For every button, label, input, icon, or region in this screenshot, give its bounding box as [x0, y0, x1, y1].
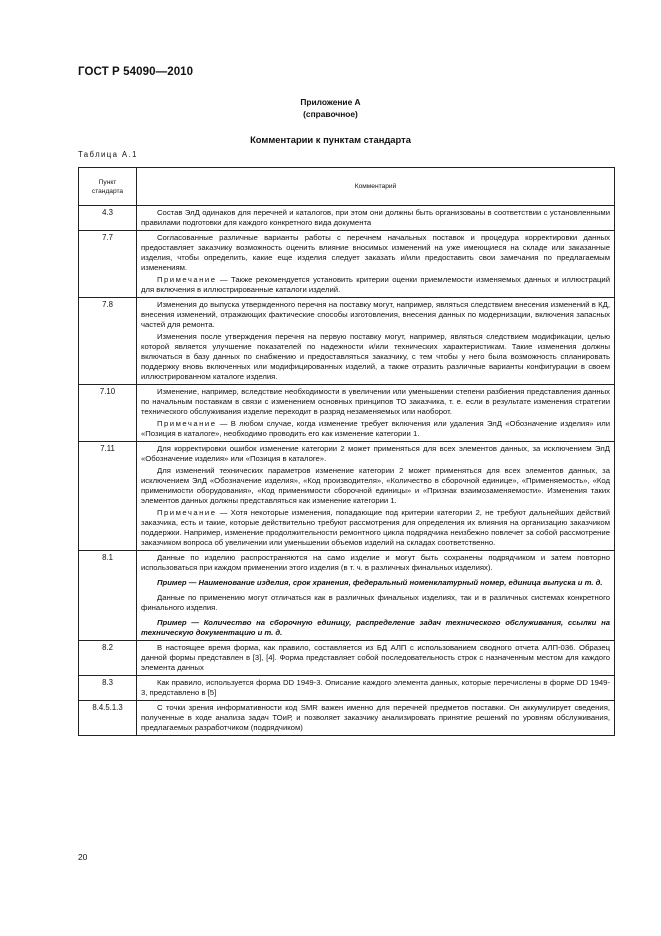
note-paragraph: [141, 419, 610, 439]
comment-paragraph: Данные по применению могут отличаться как в различных финальных изделиях, так и в различных системах конкретного финального изделия.: [141, 593, 610, 612]
clause-cell: 7.10: [79, 385, 137, 442]
clause-cell: 4.3: [79, 206, 137, 231]
comment-paragraph: Состав ЭлД одинаков для перечней и каталогов, при этом они должны быть организованы в соответствии с установленными правилами подготовки для каждого конкретного вида документа: [141, 208, 610, 227]
comment-paragraph: Как правило, используется форма DD 1949-3. Описание каждого элемента данных, которые перечислены в форме DD 1949-3, представлено в [5]: [141, 678, 610, 697]
clause-cell: 8.3: [79, 676, 137, 701]
note-label: Примечание: [157, 275, 217, 284]
clause-cell: 8.4.5.1.3: [79, 701, 137, 736]
comment-cell: [137, 385, 615, 442]
comment-cell: [137, 551, 615, 641]
table-row: [79, 551, 615, 641]
note-text: — Хотя некоторые изменения, попадающие под критерии категории 2, не требуют дальнейших действий заказчика, есть и такие, которые действительно требуют рассмотрения для определения их влияния на организацию заказчиком поддержки. Например, изменение продолжительности ремонтного цикла подрядчика неизбежно повлечет за собой рассмотрение заказчиком вопроса об увеличении или уменьшении объемов изделий на складах соответственно.: [141, 508, 610, 547]
table-row: [79, 385, 615, 442]
table-row: [79, 676, 615, 701]
col-header-clause: Пункт стандарта: [79, 168, 137, 206]
comment-paragraph: Изменения до выпуска утвержденного перечня на поставку могут, например, являться следствием внесения изменений в КД, внесения изменений, отражающих фактические способы изготовления, внесения данных по модернизации, включения запасных частей для ремонта.: [141, 300, 610, 329]
appendix-title: Приложение А: [300, 97, 361, 107]
clause-cell: 7.7: [79, 231, 137, 298]
comment-paragraph: Данные по изделию распространяются на само изделие и могут быть сохранены подрядчиком и затем повторно использоваться при каждом применении этого изделия (в т. ч. в различных финальных изделиях).: [141, 553, 610, 572]
comment-cell: [137, 298, 615, 385]
comment-paragraph: Для изменений технических параметров изменение категории 2 может применяться для всех элементов данных, за исключением ЭлД «Обозначение изделия», «Код производителя», «Количество в сборочной единице», «Применяемость», «Код применимости оборудования», «Код применимости сборочной единицы» и «Признак взаимозаменяемости». Изменения таких элементов данных должны представляться как изменение категории 1.: [141, 466, 610, 505]
comment-paragraph: Изменения после утверждения перечня на первую поставку могут, например, являться следствием модификации, целью которой является улучшение показателей по надежности и/или технических характеристикам. Такие изменения должны включаться в базу данных по снабжению и предоставляться заказчику, с тем чтобы у него была возможность спланировать поддержку вновь включенных или модифицированных изделий, а также отразить различные варианты конфигурации в своем иллюстрированном каталоге изделия.: [141, 332, 610, 381]
clause-cell: 7.11: [79, 442, 137, 551]
comment-paragraph: С точки зрения информативности код SMR важен именно для перечней предметов поставки. Он аккумулирует сведения, полученные в ходе анализа задач ТОиР, и позволяет заказчику анализировать принятие решений по уровням обслуживания, предлагаемых разработчиком (подрядчиком): [141, 703, 610, 732]
note-label: Примечание: [157, 419, 217, 428]
note-text: — В любом случае, когда изменение требует включения или удаления ЭлД «Обозначение изделия» или «Позиция в каталоге», необходимо проводить его как изменение категории 1.: [141, 419, 610, 438]
table-caption: Таблица А.1: [78, 150, 138, 159]
col-header-comment: Комментарий: [137, 168, 615, 206]
clause-cell: 8.2: [79, 641, 137, 676]
note-paragraph: [141, 508, 610, 548]
note-text: — Также рекомендуется установить критерии оценки приемлемости изменяемых данных и иллюстраций для включения в иллюстрированные каталоги изделий.: [141, 275, 610, 294]
note-paragraph: [141, 275, 610, 295]
comment-paragraph: Для корректировки ошибок изменение категории 2 может применяться для всех элементов данных, за исключением ЭлД «Обозначение изделия» или «Позиция в каталоге».: [141, 444, 610, 463]
comment-paragraph: Изменение, например, вследствие необходимости в увеличении или уменьшении степени разбиения представления данных по начальным поставкам в связи с изменением основных принципов ТО заказчика, т. е. если в результате изменения стратегии технического обслуживания изделие переходит в разряд незаменяемых или наоборот.: [141, 387, 610, 416]
example-paragraph: Пример — Наименование изделия, срок хранения, федеральный номенклатурный номер, единица выпуска и т. д.: [157, 578, 603, 587]
table-row: [79, 701, 615, 736]
table-row: [79, 641, 615, 676]
clause-cell: 8.1: [79, 551, 137, 641]
comment-cell: [137, 701, 615, 736]
comment-paragraph: Согласованные различные варианты работы с перечнем начальных поставок и процедура корректировки данных предоставляет заказчику возможность оценить влияние вносимых изменений на уже имеющиеся на складе или заказанные изделия, чтобы определить, какие еще изделия следует заказать и/или предоставить свои замечания по предлагаемым изменениям.: [141, 233, 610, 272]
comment-cell: [137, 676, 615, 701]
section-title: Комментарии к пунктам стандарта: [250, 134, 411, 145]
table-row: [79, 231, 615, 298]
appendix-heading: [0, 96, 661, 120]
example-paragraph: Пример — Количество на сборочную единицу, распределение задач технического обслуживания, ссылки на техническую документацию и т. д.: [141, 618, 610, 637]
table-header-row: [79, 168, 615, 206]
comment-cell: [137, 442, 615, 551]
clause-cell: 7.8: [79, 298, 137, 385]
comments-table: [78, 167, 615, 736]
page-number: 20: [78, 852, 88, 862]
comment-cell: [137, 206, 615, 231]
appendix-subtitle: (справочное): [303, 109, 358, 119]
comment-cell: [137, 641, 615, 676]
table-row: [79, 298, 615, 385]
comment-paragraph: В настоящее время форма, как правило, составляется из БД АЛП с использованием сводного отчета АЛП-036. Образец данной формы представлен в [3], [4]. Форма представляет собой последовательность строк с назначенным местом для каждого элемента данных: [141, 643, 610, 672]
note-label: Примечание: [157, 508, 217, 517]
table-row: [79, 442, 615, 551]
table-row: [79, 206, 615, 231]
document-header: ГОСТ Р 54090—2010: [78, 66, 194, 78]
comment-cell: [137, 231, 615, 298]
